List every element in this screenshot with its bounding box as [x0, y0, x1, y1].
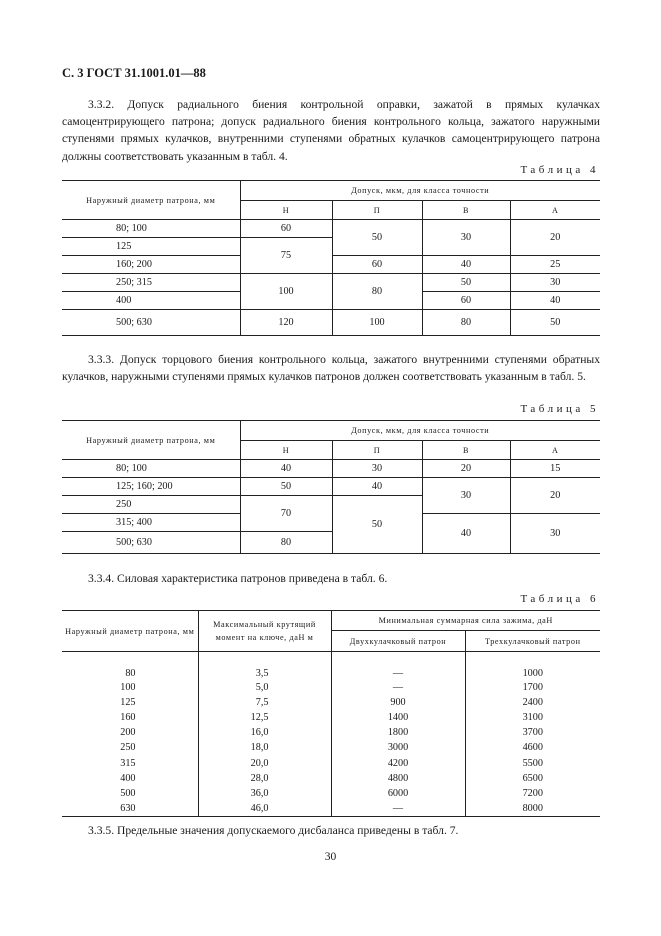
- table-6-row: [62, 680, 600, 695]
- table-6-cell: 160: [120, 711, 136, 723]
- table-6-row: [62, 755, 600, 770]
- table-5-cell: 15: [510, 460, 600, 478]
- table-6-col-diameter: Наружный диаметр патрона, мм: [62, 611, 198, 652]
- table-6-cell: 5500: [465, 755, 600, 770]
- table-6-cell: 16,0: [198, 725, 331, 740]
- table-6-cell: 28,0: [198, 771, 331, 786]
- table-4-cell: 25: [510, 256, 600, 274]
- table-6-sub-two-jaw: Двухкулачковый патрон: [331, 631, 465, 652]
- table-4-cell: 60: [240, 220, 332, 238]
- table-5-group-header: Допуск, мкм, для класса точности: [240, 421, 600, 441]
- table-5-class-n: Н: [240, 441, 332, 460]
- table-6-cell: 80: [125, 667, 136, 679]
- table-4-class-p: П: [332, 201, 422, 220]
- table-4-cell: 20: [510, 220, 600, 256]
- table-6-cell: 900: [331, 695, 465, 710]
- table-4-cell: 80: [332, 274, 422, 310]
- table-5-cell: 70: [240, 496, 332, 532]
- table-6-cell: 7,5: [198, 695, 331, 710]
- table-4-diameter: 125: [62, 238, 240, 256]
- table-5-col-diameter: Наружный диаметр патрона, мм: [62, 421, 240, 460]
- table-6-cell: —: [331, 680, 465, 695]
- table-4-diameter: 160; 200: [62, 256, 240, 274]
- table-4-cell: 30: [422, 220, 510, 256]
- table-6-caption: Таблица 6: [520, 593, 599, 605]
- table-4-cell: 50: [422, 274, 510, 292]
- table-4-diameter: 80; 100: [62, 220, 240, 238]
- table-6-cell: 3100: [465, 710, 600, 725]
- table-6-cell: 4600: [465, 740, 600, 755]
- table-4-cell: 40: [422, 256, 510, 274]
- table-5-cell: 20: [510, 478, 600, 514]
- table-6-cell: 4200: [331, 755, 465, 770]
- table-6-cell: 125: [120, 696, 136, 708]
- table-5-cell: 30: [510, 514, 600, 554]
- table-6-row: [62, 725, 600, 740]
- table-5-cell: 50: [332, 496, 422, 554]
- table-5-diameter: 250: [62, 496, 240, 514]
- table-6-cell: 500: [120, 787, 136, 799]
- table-6-cell: 1000: [465, 652, 600, 680]
- table-6-cell: 1400: [331, 710, 465, 725]
- table-6: [62, 610, 600, 817]
- table-6-cell: 20,0: [198, 755, 331, 770]
- table-4-cell: 50: [510, 310, 600, 336]
- table-5-diameter: 315; 400: [62, 514, 240, 532]
- table-4-cell: 50: [332, 220, 422, 256]
- table-6-cell: 2400: [465, 695, 600, 710]
- table-6-cell: 36,0: [198, 786, 331, 801]
- table-5-class-v: В: [422, 441, 510, 460]
- table-4-diameter: 400: [62, 292, 240, 310]
- table-4-cell: 30: [510, 274, 600, 292]
- table-4-diameter: 250; 315: [62, 274, 240, 292]
- table-6-cell: 46,0: [198, 801, 331, 816]
- table-5-cell: 40: [332, 478, 422, 496]
- table-4-cell: 60: [332, 256, 422, 274]
- table-6-row: [62, 710, 600, 725]
- table-6-cell: 3,5: [198, 652, 331, 680]
- table-5-diameter: 80; 100: [62, 460, 240, 478]
- page-number: 30: [324, 851, 337, 863]
- paragraph-3-3-4: 3.3.4. Силовая характеристика патронов приведена в табл. 6.: [88, 572, 388, 585]
- table-6-cell: 8000: [465, 801, 600, 816]
- paragraph-3-3-2: 3.3.2. Допуск радиального биения контрольной оправки, зажатой в прямых кулачках самоцентрирующего патрона; допуск радиального биения контрольного кольца, зажатого наружными ступенями прямых кулачков, внутренними ступенями обратных кулачков самоцентрирующего патрона должны соответствовать указанным в табл. 4.: [62, 98, 600, 163]
- table-4-diameter: 500; 630: [62, 310, 240, 336]
- document-header: С. 3 ГОСТ 31.1001.01—88: [62, 66, 206, 80]
- table-4-cell: 120: [240, 310, 332, 336]
- table-6-sub-three-jaw: Трехкулачковый патрон: [465, 631, 600, 652]
- table-5-cell: 30: [422, 478, 510, 514]
- table-6-cell: 1800: [331, 725, 465, 740]
- table-6-cell: 250: [120, 742, 136, 754]
- table-5-cell: 50: [240, 478, 332, 496]
- paragraph-3-3-5: 3.3.5. Предельные значения допускаемого дисбаланса приведены в табл. 7.: [88, 824, 459, 837]
- table-6-cell: 6500: [465, 771, 600, 786]
- table-4-group-header: Допуск, мкм, для класса точности: [240, 181, 600, 201]
- table-5-class-a: А: [510, 441, 600, 460]
- table-5-caption: Таблица 5: [520, 403, 599, 415]
- table-4-cell: 40: [510, 292, 600, 310]
- table-6-col-torque: Максимальный крутящий момент на ключе, даН м: [198, 611, 331, 652]
- table-4-cell: 60: [422, 292, 510, 310]
- table-6-cell: 3700: [465, 725, 600, 740]
- table-4-col-diameter: Наружный диаметр патрона, мм: [62, 181, 240, 220]
- table-6-cell: 200: [120, 727, 136, 739]
- table-5-class-p: П: [332, 441, 422, 460]
- table-6-row: [62, 801, 600, 816]
- table-6-cell: —: [331, 801, 465, 816]
- table-6-row: [62, 786, 600, 801]
- table-6-row: [62, 652, 600, 680]
- table-6-cell: —: [331, 652, 465, 680]
- table-5-cell: 40: [240, 460, 332, 478]
- table-5-cell: 80: [240, 532, 332, 554]
- table-5-cell: 20: [422, 460, 510, 478]
- table-4-cell: 75: [240, 238, 332, 274]
- table-6-row: [62, 695, 600, 710]
- paragraph-3-3-3: 3.3.3. Допуск торцового биения контрольного кольца, зажатого внутренними ступенями обратных кулачков, наружными ступенями прямых кулачков патронов должен соответствовать указанным в табл. 5.: [62, 353, 600, 384]
- table-6-group-header: Минимальная суммарная сила зажима, даН: [331, 611, 600, 631]
- table-6-cell: 4800: [331, 771, 465, 786]
- table-6-row: [62, 740, 600, 755]
- table-6-cell: 100: [120, 681, 136, 693]
- table-6-cell: 1700: [465, 680, 600, 695]
- table-6-cell: 3000: [331, 740, 465, 755]
- table-5-diameter: 125; 160; 200: [62, 478, 240, 496]
- table-6-cell: 630: [62, 801, 198, 816]
- table-5: [62, 420, 600, 554]
- table-5-cell: 30: [332, 460, 422, 478]
- table-4-caption: Таблица 4: [520, 164, 599, 176]
- table-6-row: [62, 771, 600, 786]
- table-4-cell: 100: [332, 310, 422, 336]
- table-6-cell: 400: [120, 772, 136, 784]
- table-6-cell: 18,0: [198, 740, 331, 755]
- table-5-cell: 40: [422, 514, 510, 554]
- table-4-class-v: В: [422, 201, 510, 220]
- table-6-cell: 315: [120, 757, 136, 769]
- table-6-cell: 5,0: [198, 680, 331, 695]
- table-4-cell: 80: [422, 310, 510, 336]
- table-4: [62, 180, 600, 336]
- table-4-class-a: А: [510, 201, 600, 220]
- table-6-cell: 12,5: [198, 710, 331, 725]
- table-4-class-n: Н: [240, 201, 332, 220]
- table-6-cell: 6000: [331, 786, 465, 801]
- table-5-diameter: 500; 630: [62, 532, 240, 554]
- table-4-cell: 100: [240, 274, 332, 310]
- table-6-cell: 7200: [465, 786, 600, 801]
